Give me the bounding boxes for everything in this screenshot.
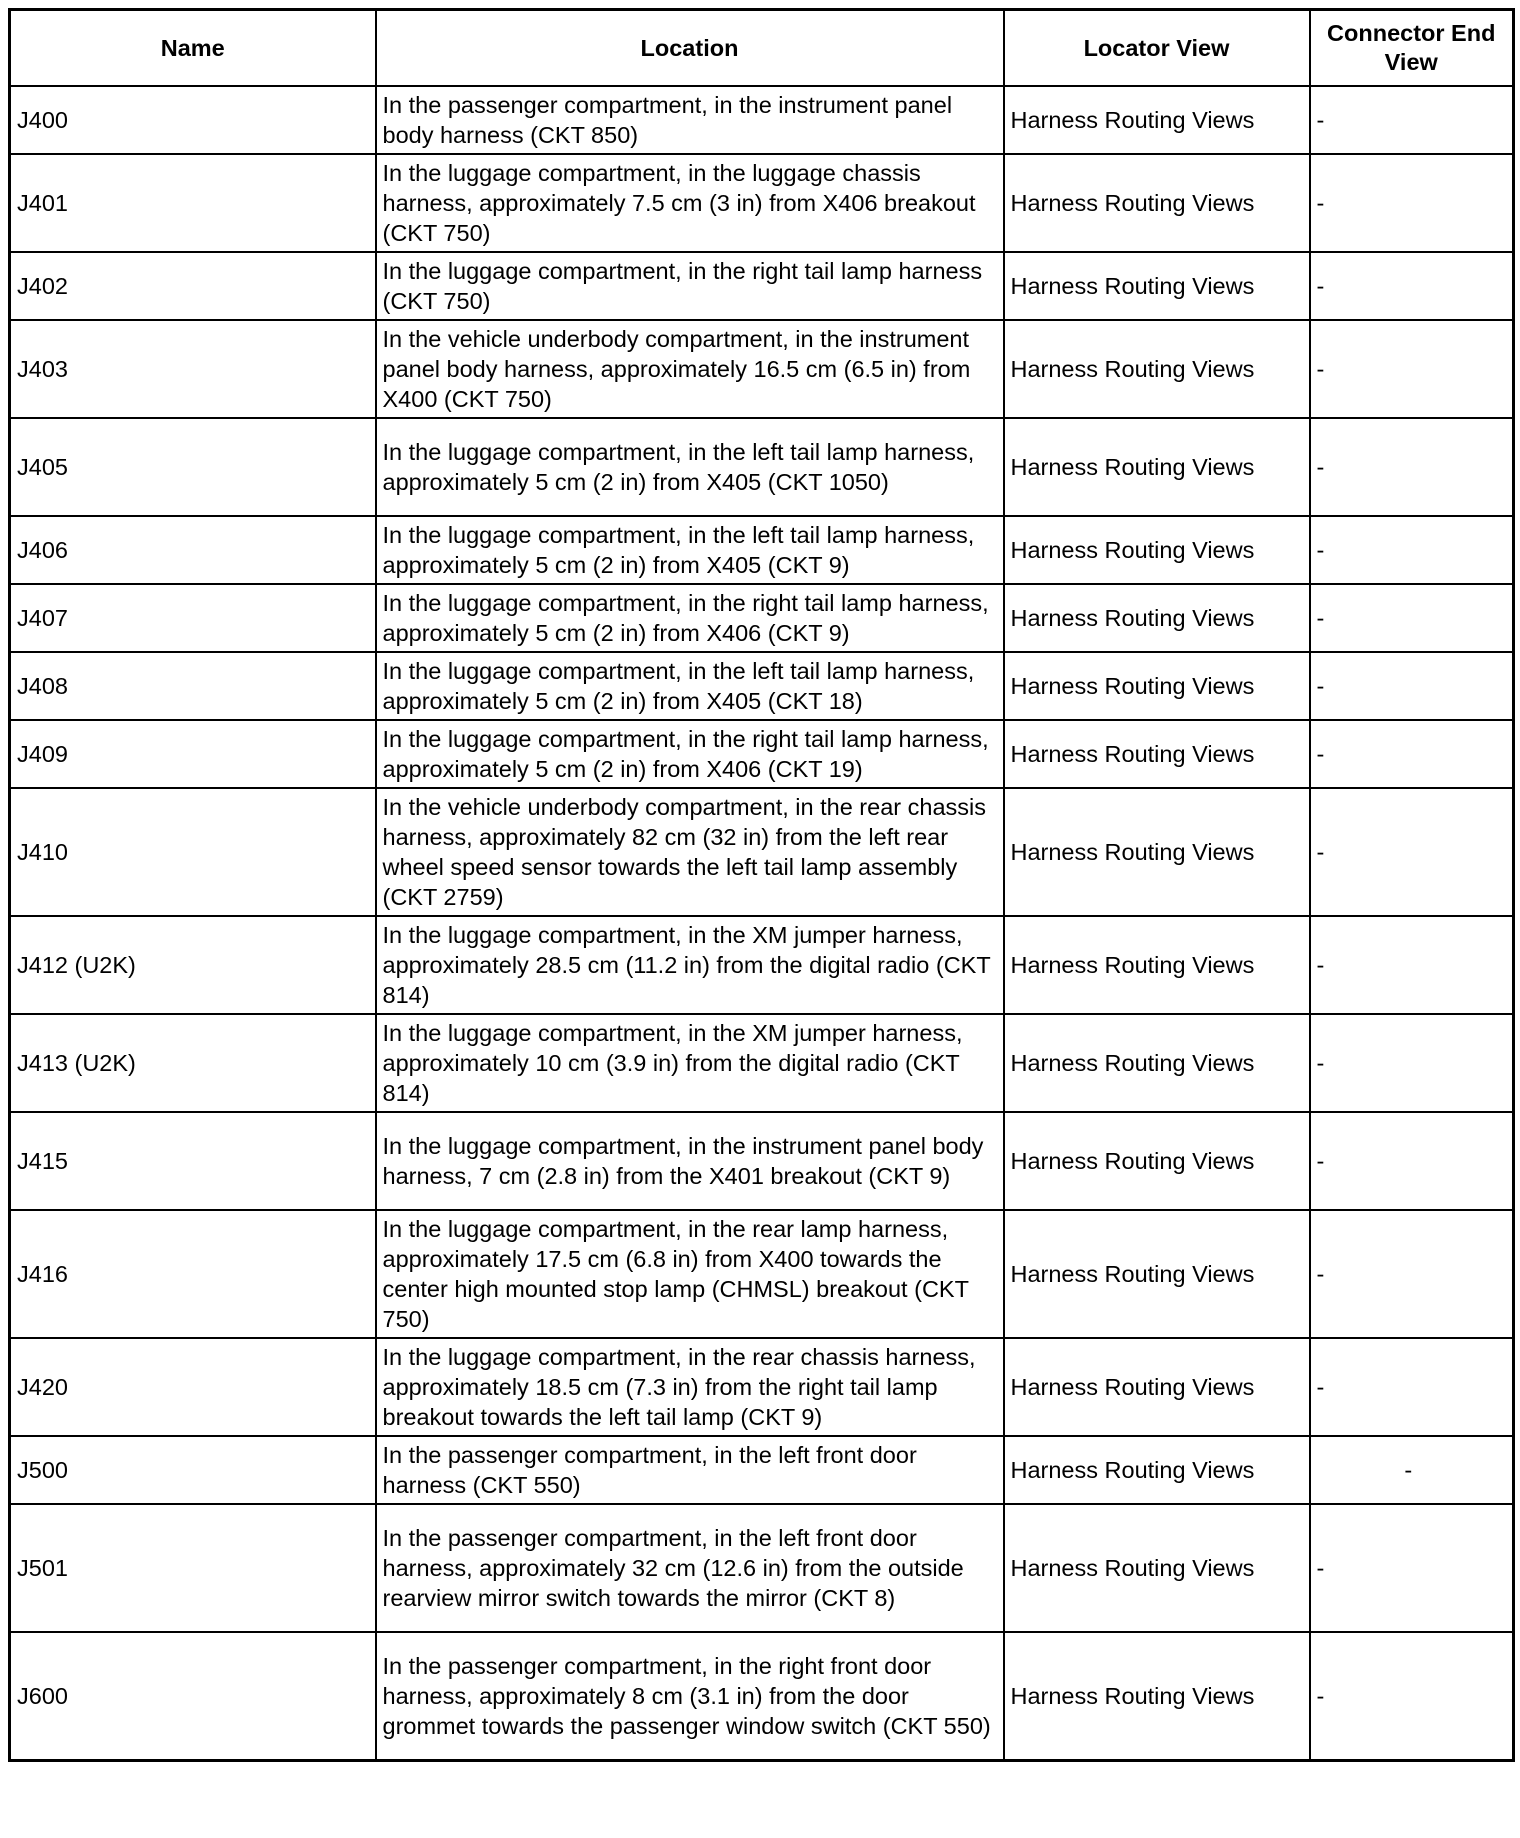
cell-locator-view: Harness Routing Views bbox=[1004, 788, 1310, 916]
cell-location: In the luggage compartment, in the luggage chassis harness, approximately 7.5 cm (3 in) from X406 breakout (CKT 750) bbox=[376, 154, 1004, 252]
cell-connector-end-view: - bbox=[1310, 1210, 1514, 1338]
header-row bbox=[10, 10, 1514, 87]
cell-connector-end-view: - bbox=[1310, 720, 1514, 788]
cell-locator-view: Harness Routing Views bbox=[1004, 418, 1310, 516]
cell-name: J420 bbox=[10, 1338, 376, 1436]
cell-locator-view: Harness Routing Views bbox=[1004, 1504, 1310, 1632]
cell-name: J501 bbox=[10, 1504, 376, 1632]
table-row bbox=[10, 652, 1514, 720]
table-row bbox=[10, 1112, 1514, 1210]
cell-location: In the vehicle underbody compartment, in the rear chassis harness, approximately 82 cm (32 in) from the left rear wheel speed sensor towards the left tail lamp assembly (CKT 2759) bbox=[376, 788, 1004, 916]
cell-name: J410 bbox=[10, 788, 376, 916]
cell-location: In the luggage compartment, in the left tail lamp harness, approximately 5 cm (2 in) from X405 (CKT 18) bbox=[376, 652, 1004, 720]
cell-location: In the luggage compartment, in the right tail lamp harness (CKT 750) bbox=[376, 252, 1004, 320]
table-row bbox=[10, 1632, 1514, 1761]
cell-connector-end-view: - bbox=[1310, 86, 1514, 154]
cell-name: J600 bbox=[10, 1632, 376, 1761]
cell-locator-view: Harness Routing Views bbox=[1004, 516, 1310, 584]
cell-locator-view: Harness Routing Views bbox=[1004, 154, 1310, 252]
cell-locator-view: Harness Routing Views bbox=[1004, 1210, 1310, 1338]
cell-connector-end-view: - bbox=[1310, 1112, 1514, 1210]
cell-connector-end-view: - bbox=[1310, 1436, 1514, 1504]
cell-name: J407 bbox=[10, 584, 376, 652]
header-name: Name bbox=[10, 10, 376, 87]
cell-locator-view: Harness Routing Views bbox=[1004, 1632, 1310, 1761]
cell-location: In the luggage compartment, in the right tail lamp harness, approximately 5 cm (2 in) from X406 (CKT 19) bbox=[376, 720, 1004, 788]
table-row bbox=[10, 516, 1514, 584]
table-row bbox=[10, 1436, 1514, 1504]
cell-name: J412 (U2K) bbox=[10, 916, 376, 1014]
header-connector-end-view: Connector End View bbox=[1310, 10, 1514, 87]
table-row bbox=[10, 1338, 1514, 1436]
cell-connector-end-view: - bbox=[1310, 1504, 1514, 1632]
cell-name: J401 bbox=[10, 154, 376, 252]
cell-name: J405 bbox=[10, 418, 376, 516]
cell-locator-view: Harness Routing Views bbox=[1004, 320, 1310, 418]
cell-name: J400 bbox=[10, 86, 376, 154]
cell-locator-view: Harness Routing Views bbox=[1004, 1112, 1310, 1210]
header-location: Location bbox=[376, 10, 1004, 87]
table-row bbox=[10, 720, 1514, 788]
cell-locator-view: Harness Routing Views bbox=[1004, 584, 1310, 652]
cell-connector-end-view: - bbox=[1310, 418, 1514, 516]
table-row bbox=[10, 916, 1514, 1014]
cell-name: J408 bbox=[10, 652, 376, 720]
cell-locator-view: Harness Routing Views bbox=[1004, 252, 1310, 320]
cell-connector-end-view: - bbox=[1310, 788, 1514, 916]
table-row bbox=[10, 252, 1514, 320]
cell-location: In the passenger compartment, in the left front door harness, approximately 32 cm (12.6 in) from the outside rearview mirror switch towards the mirror (CKT 8) bbox=[376, 1504, 1004, 1632]
cell-connector-end-view: - bbox=[1310, 652, 1514, 720]
cell-location: In the luggage compartment, in the left tail lamp harness, approximately 5 cm (2 in) from X405 (CKT 9) bbox=[376, 516, 1004, 584]
cell-connector-end-view: - bbox=[1310, 584, 1514, 652]
cell-locator-view: Harness Routing Views bbox=[1004, 720, 1310, 788]
table-row bbox=[10, 154, 1514, 252]
cell-location: In the luggage compartment, in the instrument panel body harness, 7 cm (2.8 in) from the X401 breakout (CKT 9) bbox=[376, 1112, 1004, 1210]
table-row bbox=[10, 1210, 1514, 1338]
cell-connector-end-view: - bbox=[1310, 1014, 1514, 1112]
cell-connector-end-view: - bbox=[1310, 516, 1514, 584]
table-header bbox=[10, 10, 1514, 87]
cell-locator-view: Harness Routing Views bbox=[1004, 1436, 1310, 1504]
cell-locator-view: Harness Routing Views bbox=[1004, 652, 1310, 720]
cell-name: J406 bbox=[10, 516, 376, 584]
cell-location: In the luggage compartment, in the rear chassis harness, approximately 18.5 cm (7.3 in) from the right tail lamp breakout towards the left tail lamp (CKT 9) bbox=[376, 1338, 1004, 1436]
cell-location: In the passenger compartment, in the right front door harness, approximately 8 cm (3.1 in) from the door grommet towards the passenger window switch (CKT 550) bbox=[376, 1632, 1004, 1761]
cell-name: J500 bbox=[10, 1436, 376, 1504]
cell-location: In the luggage compartment, in the XM jumper harness, approximately 10 cm (3.9 in) from the digital radio (CKT 814) bbox=[376, 1014, 1004, 1112]
cell-connector-end-view: - bbox=[1310, 252, 1514, 320]
splice-locator-table bbox=[8, 8, 1515, 1762]
cell-location: In the passenger compartment, in the left front door harness (CKT 550) bbox=[376, 1436, 1004, 1504]
cell-location: In the luggage compartment, in the XM jumper harness, approximately 28.5 cm (11.2 in) from the digital radio (CKT 814) bbox=[376, 916, 1004, 1014]
table-row bbox=[10, 584, 1514, 652]
cell-connector-end-view: - bbox=[1310, 1338, 1514, 1436]
header-locator-view: Locator View bbox=[1004, 10, 1310, 87]
cell-name: J413 (U2K) bbox=[10, 1014, 376, 1112]
cell-location: In the luggage compartment, in the left tail lamp harness, approximately 5 cm (2 in) from X405 (CKT 1050) bbox=[376, 418, 1004, 516]
cell-locator-view: Harness Routing Views bbox=[1004, 1338, 1310, 1436]
table-body bbox=[10, 86, 1514, 1761]
cell-connector-end-view: - bbox=[1310, 916, 1514, 1014]
cell-name: J416 bbox=[10, 1210, 376, 1338]
table-row bbox=[10, 418, 1514, 516]
cell-location: In the passenger compartment, in the instrument panel body harness (CKT 850) bbox=[376, 86, 1004, 154]
cell-location: In the vehicle underbody compartment, in the instrument panel body harness, approximately 16.5 cm (6.5 in) from X400 (CKT 750) bbox=[376, 320, 1004, 418]
table-row bbox=[10, 1014, 1514, 1112]
cell-connector-end-view: - bbox=[1310, 154, 1514, 252]
cell-name: J415 bbox=[10, 1112, 376, 1210]
cell-connector-end-view: - bbox=[1310, 320, 1514, 418]
cell-name: J403 bbox=[10, 320, 376, 418]
cell-connector-end-view: - bbox=[1310, 1632, 1514, 1761]
cell-locator-view: Harness Routing Views bbox=[1004, 916, 1310, 1014]
cell-locator-view: Harness Routing Views bbox=[1004, 86, 1310, 154]
table-row bbox=[10, 1504, 1514, 1632]
table-row bbox=[10, 788, 1514, 916]
table-row bbox=[10, 320, 1514, 418]
cell-name: J402 bbox=[10, 252, 376, 320]
cell-location: In the luggage compartment, in the right tail lamp harness, approximately 5 cm (2 in) from X406 (CKT 9) bbox=[376, 584, 1004, 652]
cell-location: In the luggage compartment, in the rear lamp harness, approximately 17.5 cm (6.8 in) from X400 towards the center high mounted stop lamp (CHMSL) breakout (CKT 750) bbox=[376, 1210, 1004, 1338]
table-row bbox=[10, 86, 1514, 154]
cell-name: J409 bbox=[10, 720, 376, 788]
cell-locator-view: Harness Routing Views bbox=[1004, 1014, 1310, 1112]
